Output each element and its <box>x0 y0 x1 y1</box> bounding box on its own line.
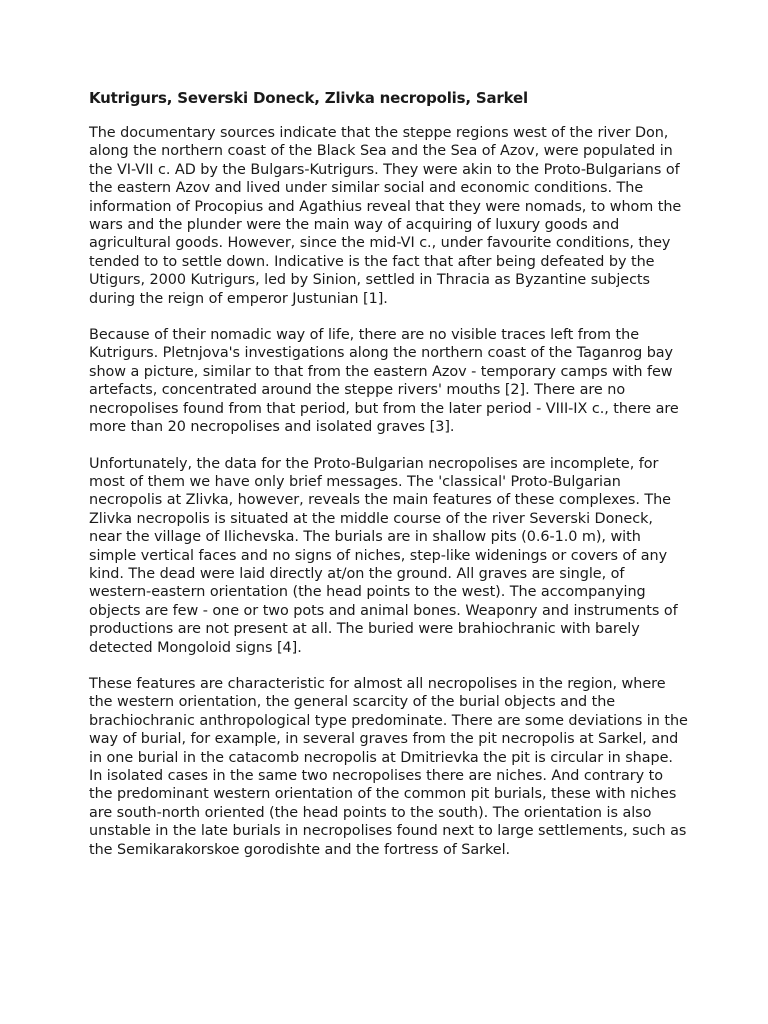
document-title: Kutrigurs, Severski Doneck, Zlivka necropolis, Sarkel <box>89 89 528 107</box>
document-page <box>89 87 689 877</box>
paragraph-3: Unfortunately, the data for the Proto-Bulgarian necropolises are incomplete, for most of them we have only brief messages. The 'classical' Proto-Bulgarian necropolis at Zlivka, however, reveals the main features of these complexes. The Zlivka necropolis is situated at the middle course of the river Severski Doneck, near the village of Ilichevska. The burials are in shallow pits (0.6-1.0 m), with simple vertical faces and no signs of niches, step-like widenings or covers of any kind. The dead were laid directly at/on the ground. All graves are single, of western-eastern orientation (the head points to the west). The accompanying objects are few - one or two pots and animal bones. Weaponry and instruments of productions are not present at all. The buried were brahiochranic with barely detected Mongoloid signs [4]. <box>89 455 678 656</box>
paragraph-2: Because of their nomadic way of life, there are no visible traces left from the Kutrigurs. Pletnjova's investigations along the northern coast of the Taganrog bay show a picture, similar to that from the eastern Azov - temporary camps with few artefacts, concentrated around the steppe rivers' mouths [2]. There are no necropolises found from that period, but from the later period - VIII-IX c., there are more than 20 necropolises and isolated graves [3]. <box>89 327 679 436</box>
paragraph-4: These features are characteristic for almost all necropolises in the region, where the western orientation, the general scarcity of the burial objects and the brachiochranic anthropological type predominate. There are some deviations in the way of burial, for example, in several graves from the pit necropolis at Sarkel, and in one burial in the catacomb necropolis at Dmitrievka the pit is circular in shape. In isolated cases in the same two necropolises there are niches. And contrary to the predominant western orientation of the common pit burials, these with niches are south-north oriented (the head points to the south). The orientation is also unstable in the late burials in necropolises found next to large settlements, such as the Semikarakorskoe gorodishte and the fortress of Sarkel. <box>89 675 688 858</box>
paragraph-1: The documentary sources indicate that the steppe regions west of the river Don, along the northern coast of the Black Sea and the Sea of Azov, were populated in the VI-VII c. AD by the Bulgars-Kutrigurs. They were akin to the Proto-Bulgarians of the eastern Azov and lived under similar social and economic conditions. The information of Procopius and Agathius reveal that they were nomads, to whom the wars and the plunder were the main way of acquiring of luxury goods and agricultural goods. However, since the mid-VI c., under favourite conditions, they tended to to settle down. Indicative is the fact that after being defeated by the Utigurs, 2000 Kutrigurs, led by Sinion, settled in Thracia as Byzantine subjects during the reign of emperor Justunian [1]. <box>89 125 682 307</box>
